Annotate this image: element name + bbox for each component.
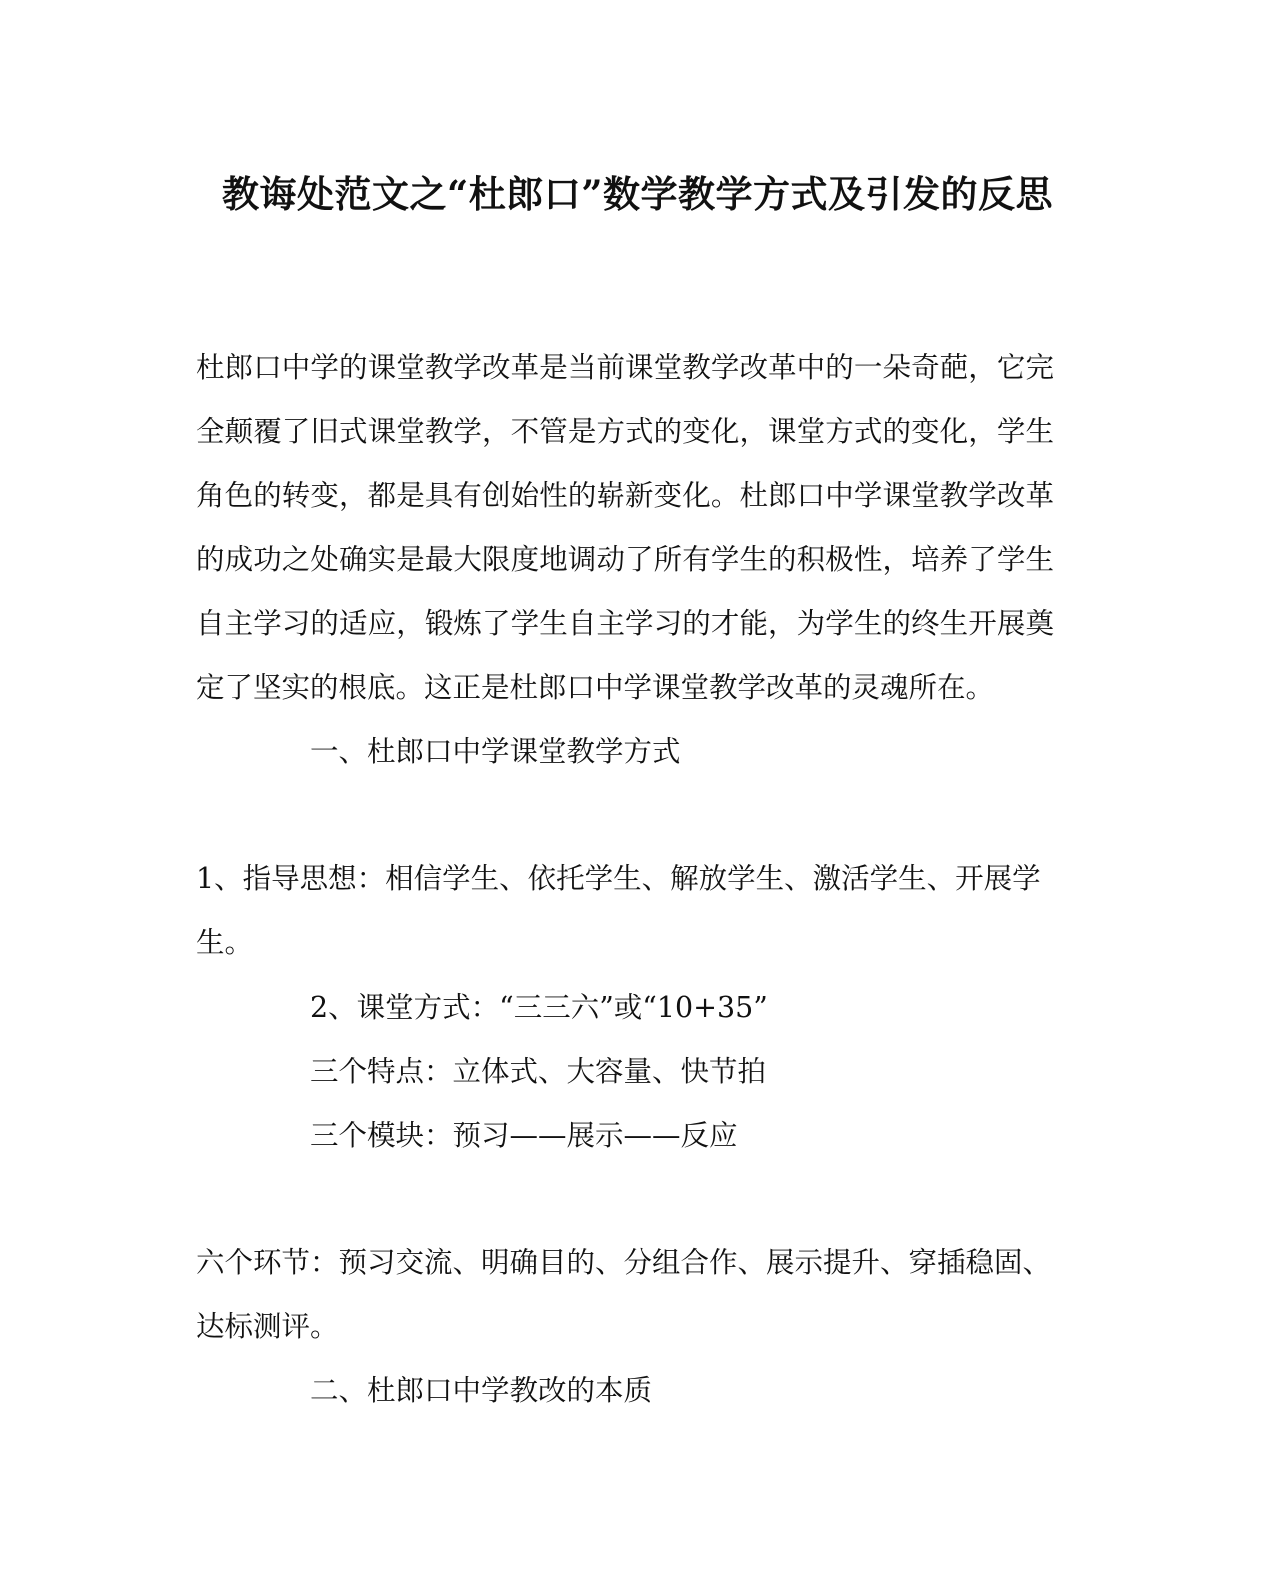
section-heading-1: 一、杜郎口中学课堂教学方式 [310,735,681,768]
modules-line: 三个模块：预习——展示——反应 [310,1119,738,1152]
paragraph-line: 角色的转变，都是具有创始性的崭新变化。杜郎口中学课堂教学改革 [196,479,1054,512]
paragraph-line: 全颠覆了旧式课堂教学，不管是方式的变化，课堂方式的变化，学生 [196,415,1054,448]
paragraph-line: 的成功之处确实是最大限度地调动了所有学生的积极性，培养了学生 [196,543,1054,576]
list-item-2: 2、课堂方式：“三三六”或“10+35” [310,991,768,1024]
document-title: 教诲处范文之“杜郎口”数学教学方式及引发的反思 [221,172,1054,216]
section-heading-2: 二、杜郎口中学教改的本质 [310,1374,653,1407]
paragraph-line: 杜郎口中学的课堂教学改革是当前课堂教学改革中的一朵奇葩，它完 [196,351,1054,384]
paragraph-line: 定了坚实的根底。这正是杜郎口中学课堂教学改革的灵魂所在。 [196,671,995,704]
steps-line: 六个环节：预习交流、明确目的、分组合作、展示提升、穿插稳固、 [196,1246,1052,1279]
features-line: 三个特点：立体式、大容量、快节拍 [310,1055,767,1088]
list-item-1-line: 生。 [196,926,254,959]
steps-line: 达标测评。 [196,1310,339,1343]
list-item-1-line: 1、指导思想：相信学生、依托学生、解放学生、激活学生、开展学 [196,862,1041,895]
paragraph-line: 自主学习的适应，锻炼了学生自主学习的才能，为学生的终生开展奠 [196,607,1054,640]
